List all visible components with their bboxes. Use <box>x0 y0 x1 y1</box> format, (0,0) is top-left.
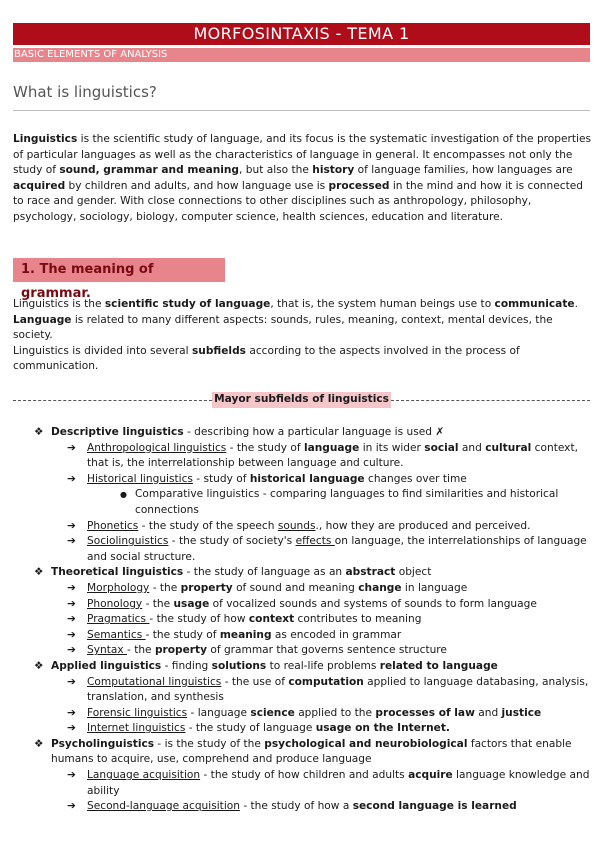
intro-text: of language families, how languages are <box>354 164 573 177</box>
text: - is the study of the <box>154 737 265 750</box>
text: is related to many different aspects: sounds, rules, meaning, context, mental devices, the society. <box>13 313 553 342</box>
list-item <box>0 565 600 581</box>
list-item <box>0 768 600 799</box>
bold-text: computation <box>288 675 364 688</box>
text: of sound and meaning <box>232 581 359 594</box>
arrow-bullet-icon: ➔ <box>67 581 76 594</box>
bold-text: language <box>303 441 360 454</box>
underlined-text: effects <box>295 535 335 548</box>
subfields-divider <box>13 392 590 408</box>
text: - the study of <box>226 441 304 454</box>
list-item <box>0 643 600 659</box>
bold-text: usage on the Internet. <box>315 722 450 735</box>
intro-text: by children and adults, and how language use is <box>65 179 329 192</box>
text: to real-life problems <box>266 659 380 672</box>
text: Linguistics is divided into several <box>13 344 192 357</box>
text: - the study of how <box>149 613 249 626</box>
diamond-bullet-icon: ❖ <box>34 426 44 438</box>
list-item <box>0 659 600 675</box>
list-item <box>0 441 600 472</box>
text: . <box>574 298 578 310</box>
text: on language, the interrelationships of language and social structure. <box>87 535 587 563</box>
section-line <box>13 344 595 375</box>
intro-text: , but also the <box>239 164 313 177</box>
item-term: Morphology <box>87 581 150 594</box>
text: Comparative linguistics - comparing languages to find similarities and historical connections <box>135 488 559 516</box>
intro-text: is the scientific study of language, and its focus is the systematic investigation of the properties of particular languages as well as the characteristics of language in general. It encompasses not only the study of <box>13 133 592 177</box>
item-term: Internet linguistics <box>87 722 186 735</box>
diamond-bullet-icon: ❖ <box>34 659 44 672</box>
bold-text: change <box>358 581 402 594</box>
arrow-bullet-icon: ➔ <box>67 675 76 688</box>
list-item <box>0 472 600 488</box>
item-term: Second-language acquisition <box>87 800 240 813</box>
bold-text: communicate <box>494 298 575 310</box>
arrow-bullet-icon: ➔ <box>67 535 76 548</box>
bold-text: Language <box>13 313 72 326</box>
text: - the <box>149 581 181 594</box>
arrow-bullet-icon: ➔ <box>67 441 76 454</box>
text: context, that is, the interrelationship between language and culture. <box>87 441 578 470</box>
text: changes over time <box>364 472 467 485</box>
item-term: Language acquisition <box>87 769 201 782</box>
item-title: Descriptive linguistics <box>51 426 184 438</box>
arrow-bullet-icon: ➔ <box>67 722 76 735</box>
text: applied to language databasing, analysis, translation, and synthesis <box>87 675 589 704</box>
text: of vocalized sounds and systems of sounds to form language <box>209 597 537 610</box>
list-item <box>0 581 600 597</box>
item-term: Syntax <box>87 644 127 657</box>
intro-bold: processed <box>328 179 390 192</box>
list-item <box>0 597 600 613</box>
arrow-bullet-icon: ➔ <box>67 519 76 532</box>
item-term: Phonetics <box>87 519 139 532</box>
item-term: Semantics <box>87 628 146 641</box>
text: according to the aspects involved in the process of communication. <box>13 344 520 373</box>
text: and <box>458 441 486 454</box>
arrow-bullet-icon: ➔ <box>67 628 76 641</box>
intro-bold: Linguistics <box>13 133 78 145</box>
bold-text: context <box>248 613 295 626</box>
dashed-line-right <box>391 400 590 401</box>
bold-text: acquire <box>408 769 453 782</box>
item-title: Theoretical linguistics <box>51 566 184 579</box>
text: object <box>395 566 432 579</box>
bold-text: cultural <box>485 441 532 454</box>
bold-text: related to language <box>379 659 498 672</box>
list-item <box>0 425 600 441</box>
text: language knowledge and ability <box>87 769 590 797</box>
divider-label: Mayor subfields of linguistics <box>212 392 391 408</box>
text: in language <box>401 581 468 594</box>
text: - the study of language <box>185 722 316 735</box>
list-item <box>0 737 600 768</box>
text: - the study of the speech <box>138 519 278 532</box>
bold-text: subfields <box>191 344 246 357</box>
bold-text: justice <box>501 706 542 719</box>
bold-text: property <box>180 581 233 594</box>
section-line <box>13 313 595 344</box>
item-term: Computational linguistics <box>87 675 222 688</box>
section-line <box>13 297 595 313</box>
bold-text: usage <box>173 597 210 610</box>
text: - describing how a particular language is used ✗ <box>183 426 445 438</box>
diamond-bullet-icon: ❖ <box>34 737 44 750</box>
bold-text: science <box>250 706 295 719</box>
page-title: MORFOSINTAXIS - TEMA 1 <box>13 23 590 45</box>
list-item <box>0 612 600 628</box>
text: - the <box>127 644 155 657</box>
bold-text: abstract <box>345 566 396 579</box>
underlined-text: sounds <box>277 519 316 532</box>
horizontal-rule <box>13 110 590 111</box>
text: - language <box>187 706 251 719</box>
bold-text: scientific study of language <box>104 298 271 310</box>
text: - study of <box>192 472 250 485</box>
section-heading: 1. The meaning of grammar. <box>13 258 225 282</box>
text: - the use of <box>221 675 289 688</box>
item-term: Forensic linguistics <box>87 706 188 719</box>
text: applied to the <box>294 706 376 719</box>
text: - the study of <box>145 628 220 641</box>
section-subtitle: BASIC ELEMENTS OF ANALYSIS <box>13 48 590 62</box>
list-item <box>0 799 600 815</box>
bold-text: processes of law <box>375 706 475 719</box>
list-item <box>0 706 600 722</box>
intro-bold: sound, grammar and meaning <box>59 164 240 177</box>
text: in its wider <box>359 441 425 454</box>
bold-text: historical language <box>249 472 365 485</box>
item-term: Sociolinguistics <box>87 535 169 548</box>
item-title: Psycholinguistics <box>51 737 155 750</box>
text: - the <box>142 597 174 610</box>
dashed-line-left <box>13 400 212 401</box>
list-item <box>0 519 600 535</box>
list-item <box>0 721 600 737</box>
item-term: Anthropological linguistics <box>87 441 227 454</box>
text: factors that enable humans to acquire, use, comprehend and produce language <box>51 737 572 766</box>
list-item <box>0 534 600 565</box>
list-item <box>0 487 600 518</box>
bold-text: psychological and neurobiological <box>264 737 468 750</box>
bold-text: second language is learned <box>352 800 517 813</box>
diamond-bullet-icon: ❖ <box>34 566 44 579</box>
bold-text: property <box>154 644 208 657</box>
arrow-bullet-icon: ➔ <box>67 613 76 626</box>
arrow-bullet-icon: ➔ <box>67 800 76 813</box>
text: ., how they are produced and perceived. <box>315 519 531 532</box>
subfields-list <box>0 425 600 815</box>
question-heading: What is linguistics? <box>13 83 157 101</box>
text: - the study of how a <box>239 800 353 813</box>
text: - finding <box>161 659 212 672</box>
text: Linguistics is the <box>13 298 105 310</box>
text: of grammar that governs sentence structure <box>207 644 447 657</box>
item-title: Applied linguistics <box>51 659 162 672</box>
arrow-bullet-icon: ➔ <box>67 706 76 719</box>
intro-bold: acquired <box>13 179 66 192</box>
intro-paragraph <box>13 132 595 226</box>
bold-text: social <box>424 441 459 454</box>
text: contributes to meaning <box>294 613 422 626</box>
item-term: Phonology <box>87 597 143 610</box>
text: , that is, the system human beings use to <box>270 298 495 310</box>
intro-bold: history <box>312 164 355 177</box>
item-term: Pragmatics <box>87 613 150 626</box>
text: and <box>474 706 502 719</box>
text: as encoded in grammar <box>271 628 402 641</box>
text: - the study of society's <box>168 535 296 548</box>
item-term: Historical linguistics <box>87 472 193 485</box>
intro-text: in the mind and how it is connected to race and gender. With close connections to other disciplines such as anthropology, philosophy, psychology, sociology, biology, computer science, health sciences, education and literature. <box>13 179 583 223</box>
list-item <box>0 628 600 644</box>
section-body <box>13 297 595 375</box>
bold-text: solutions <box>211 659 267 672</box>
arrow-bullet-icon: ➔ <box>67 769 76 782</box>
text: - the study of language as an <box>183 566 346 579</box>
text: - the study of how children and adults <box>200 769 409 782</box>
dot-bullet-icon: ● <box>120 490 127 500</box>
arrow-bullet-icon: ➔ <box>67 644 76 657</box>
arrow-bullet-icon: ➔ <box>67 597 76 610</box>
bold-text: meaning <box>219 628 272 641</box>
list-item <box>0 675 600 706</box>
arrow-bullet-icon: ➔ <box>67 472 76 485</box>
